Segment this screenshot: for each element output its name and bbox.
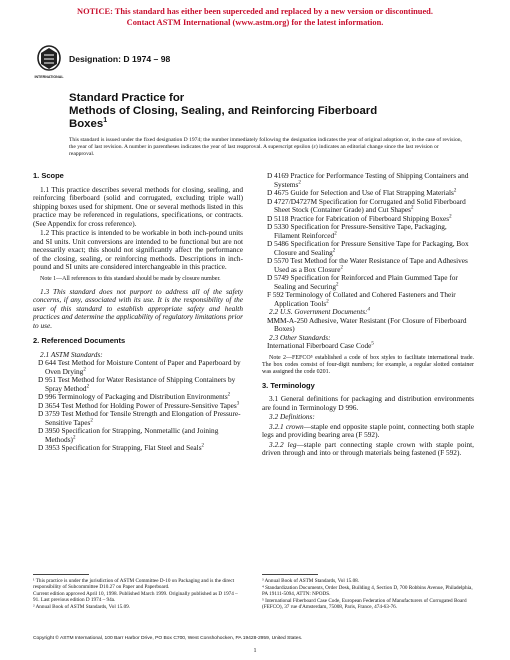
terminology-3-2: 3.2 Definitions: — [269, 412, 315, 421]
page-number: 1 — [253, 648, 257, 654]
terminology-heading: 3. Terminology — [262, 380, 315, 390]
footnotes-right — [262, 578, 474, 611]
reference-item: D 5118 Practice for Fabrication of Fiberboard Shipping Boxes$^2$ — [267, 213, 452, 223]
reference-item: D 4727/D4727M Specification for Corrugated and Solid Fiberboard Sheet Stock (Container Grade) and Cut Shapes$^2$ — [267, 196, 466, 214]
notice-line-1: NOTICE: This standard has either been superceded and replaced by a new version or discontinued. — [77, 7, 433, 16]
reference-item: D 3950 Specification for Strapping, Nonmetallic (and Joining Methods)$^2$ — [38, 426, 219, 444]
reference-list-right — [262, 172, 474, 308]
footnote: Current edition approved April 10, 1998. Published March 1999. Originally published as D 1974 – 91. Last previous edition D 1974 – 94a. — [33, 590, 238, 604]
reference-item: D 3953 Specification for Strapping, Flat Steel and Seals$^2$ — [38, 443, 205, 452]
notice-line-2: Contact ASTM International (www.astm.org) for the latest information. — [126, 18, 384, 27]
title-line-3: Boxes — [69, 118, 104, 130]
definition-leg: 3.2.2 leg—staple part connecting staple crown with staple point, driven through and into or through materials being fastened (F 592). — [262, 439, 474, 457]
reference-item: D 996 Terminology of Packaging and Distribution Environments$^2$ — [38, 392, 231, 401]
footnotes-left — [33, 578, 243, 611]
copyright-line: Copyright © ASTM International, 100 Barr Harbor Drive, PO Box C700, West Conshohocken, PA 19428-2959, United States. — [33, 636, 303, 641]
note-2: Note 2—FEFCO⁵ established a code of box styles to facilitate international trade. The box codes consist of four-digit numbers; for example, a regular slotted container was assigned the code 0201. — [262, 354, 474, 375]
right-column — [262, 172, 474, 459]
reference-item: D 3759 Test Method for Tensile Strength and Elongation of Pressure-Sensitive Tapes$^2$ — [38, 409, 241, 427]
document-title — [69, 92, 469, 131]
reference-item: D 5486 Specification for Pressure Sensitive Tape for Packaging, Box Closure and Sealing$^2$ — [267, 239, 469, 257]
referenced-documents-heading: 2. Referenced Documents — [33, 336, 126, 345]
footnote: ³ Annual Book of ASTM Standards, Vol 15.08. — [262, 578, 360, 584]
supersession-notice — [0, 6, 510, 28]
reference-item: D 5570 Test Method for the Water Resistance of Tape and Adhesives Used as a Box Closure$^2$ — [267, 256, 468, 274]
footnote: ² Annual Book of ASTM Standards, Vol 15.09. — [33, 603, 131, 610]
footnote-rule-left — [33, 574, 89, 575]
designation: Designation: D 1974 – 98 — [69, 54, 171, 64]
note-1: Note 1—All references to this standard should be made by closure number. — [40, 275, 221, 282]
reference-item: D 644 Test Method for Moisture Content of Paper and Paperboard by Oven Drying$^2$ — [38, 358, 241, 376]
definition-crown: 3.2.1 crown—staple end opposite staple point, connecting both staple legs and providing bearing area (F 592). — [262, 421, 475, 439]
astm-logo-icon — [36, 44, 62, 80]
reference-list-left — [33, 359, 243, 453]
left-column — [33, 172, 243, 453]
title-line-2: Methods of Closing, Sealing, and Reinforcing Fiberboard — [69, 105, 378, 117]
astm-standards-subheading: 2.1 ASTM Standards: — [40, 349, 103, 359]
scope-heading: 1. Scope — [33, 171, 64, 180]
title-footnote-mark: 1 — [103, 117, 108, 125]
other-standard-item: International Fiberboard Case Code$^5$ — [267, 341, 374, 350]
gov-document-item: MMM-A-250 Adhesive, Water Resistant (For Closure of Fiberboard Boxes) — [267, 315, 467, 333]
reference-item: D 5749 Specification for Reinforced and Plain Gummed Tape for Sealing and Securing$^2$ — [267, 273, 458, 291]
footnote-rule-right — [262, 574, 318, 575]
gov-documents-subheading: 2.2 U.S. Government Documents:$^4$ — [269, 307, 370, 316]
reference-item: D 3654 Test Method for Holding Power of Pressure-Sensitive Tapes$^3$ — [38, 400, 240, 410]
terminology-3-1: 3.1 General definitions for packaging and distribution environments are found in Terminology D 996. — [262, 394, 474, 412]
title-line-1: Standard Practice for — [69, 92, 185, 104]
standard-intro: This standard is issued under the fixed designation D 1974; the number immediately following the designation indicates the year of original adoption or, in the case of revision, the year of last revision. A number in parentheses indicates the year of last reapproval. A superscript epsilon (ε) indicates an editorial change since the last revision or reapproval. — [69, 137, 462, 157]
scope-1-3: 1.3 This standard does not purport to address all of the safety concerns, if any, associated with its use. It is the responsibility of the user of this standard to establish appropriate safety and health practices and determine the applicability of regulatory limitations prior to use. — [33, 286, 243, 330]
footnote: ⁴ Standardization Documents, Order Desk, Building 4, Section D, 700 Robbins Avenue, Philadelphia, PA 19111-5094, ATTN: NPODS. — [262, 584, 473, 597]
scope-1-1: 1.1 This practice describes several methods for closing, sealing, and reinforcing fiberboard (solid and corrugated, excluding triple wall) shipping boxes used for shipment. One or several methods listed in this practice may be referenced in regulations, specifications, or contracts. (See Appendix for cross reference). — [33, 184, 243, 228]
footnote: ¹ This practice is under the jurisdiction of ASTM Committee D-10 on Packaging and is the direct responsibility of Subcommittee D10.27 on Paper and Paperboard. — [33, 578, 235, 591]
reference-item: D 5330 Specification for Pressure-Sensitive Tape, Packaging, Filament Reinforced$^2$ — [267, 222, 447, 240]
reference-item: D 4169 Practice for Performance Testing of Shipping Containers and Systems$^2$ — [267, 171, 469, 189]
reference-item: F 592 Terminology of Collated and Cohered Fasteners and Their Application Tools$^2$ — [267, 290, 456, 308]
other-standards-subheading: 2.3 Other Standards: — [269, 332, 331, 342]
scope-1-2: 1.2 This practice is intended to be workable in both inch-pound units and SI units. Unit conversions are intended to be functional but are not necessarily exact; this should not significantly affect the performance of the closing, sealing, or reinforcing methods. Descriptions in inch-pound and SI units are considered interchangeable in this practice. — [33, 228, 243, 271]
logo-caption: INTERNATIONAL — [34, 75, 64, 79]
footnote: ⁵ International Fiberboard Case Code, European Federation of Manufacturers of Corrugated Board (FEFCO), 37 rue d'Amsterdam, 75008, Paris, France, 474-63-76. — [262, 597, 467, 610]
reference-item: D 4675 Guide for Selection and Use of Flat Strapping Materials$^2$ — [267, 188, 457, 197]
reference-item: D 951 Test Method for Water Resistance of Shipping Containers by Spray Method$^2$ — [38, 375, 236, 393]
